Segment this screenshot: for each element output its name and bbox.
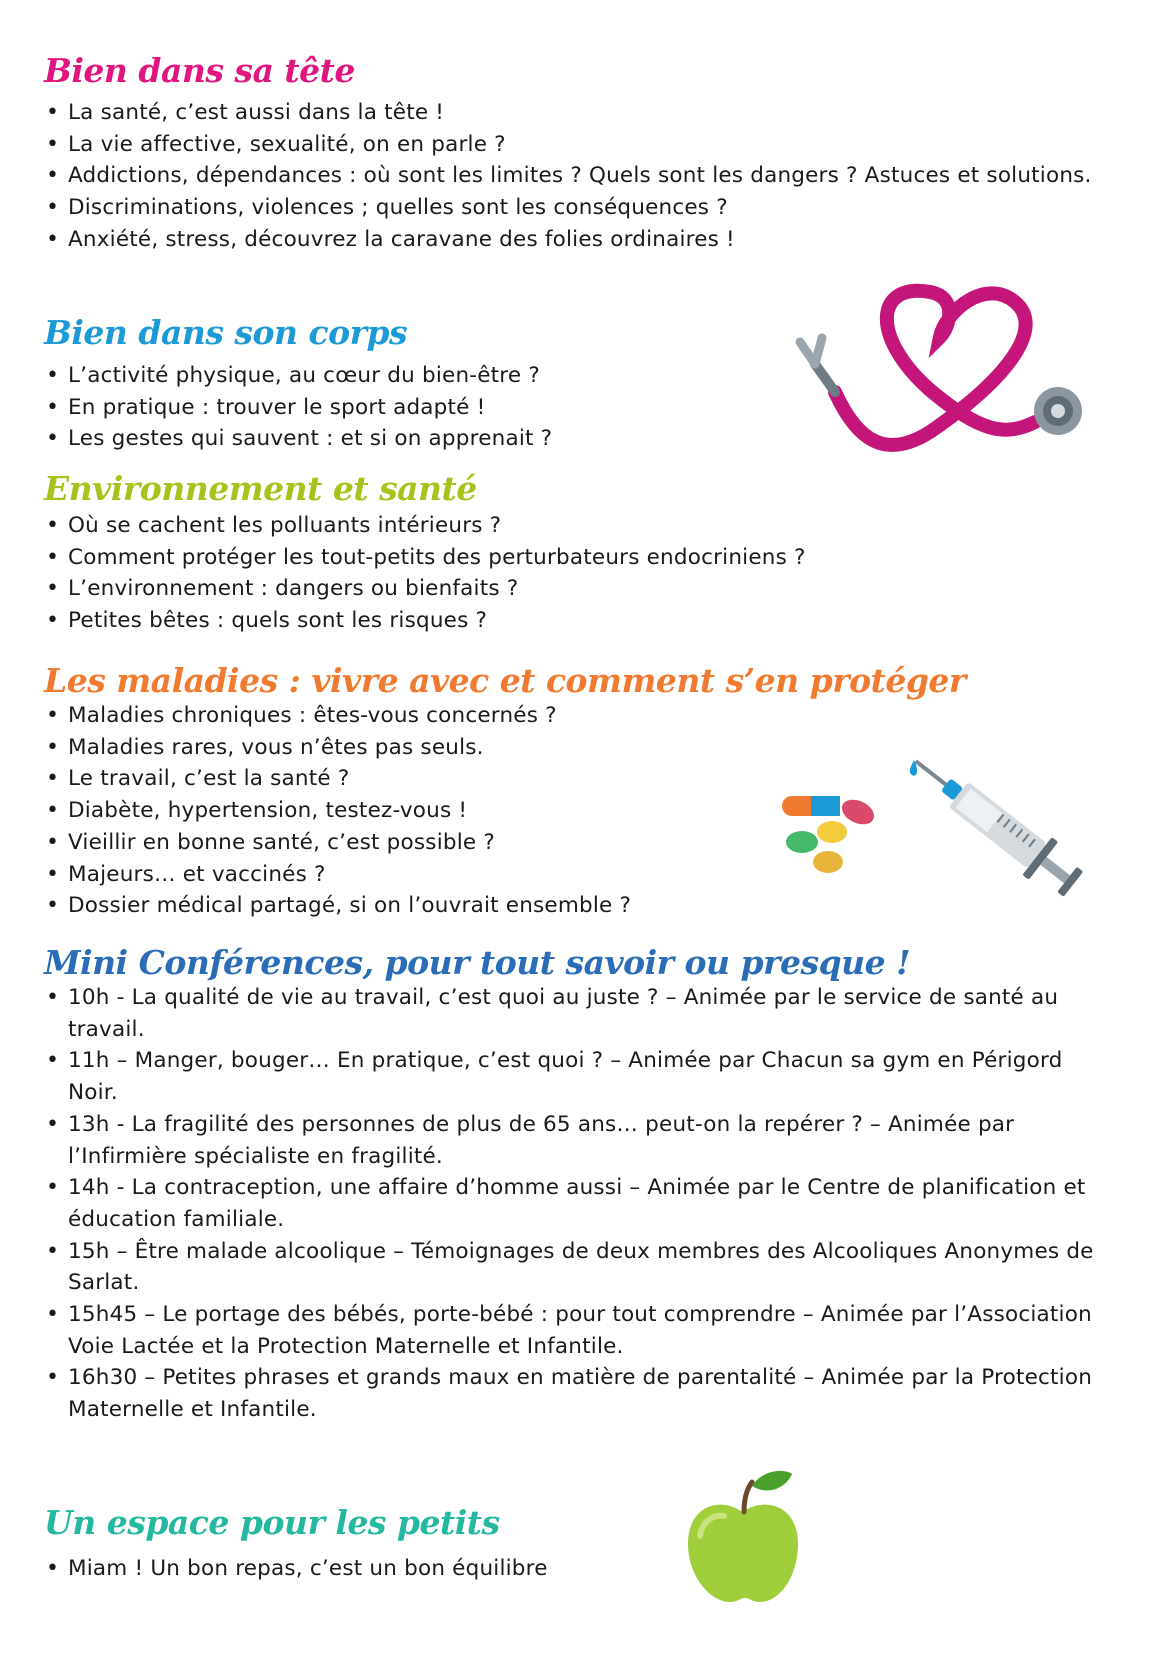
list-item: • 16h30 – Petites phrases et grands maux en matière de parentalité – Animée par la Protection Maternelle et Infantile. xyxy=(46,1362,1116,1425)
list-item: • Dossier médical partagé, si on l’ouvrait ensemble ? xyxy=(46,890,766,922)
list-item: • Addictions, dépendances : où sont les limites ? Quels sont les dangers ? Astuces et solutions. xyxy=(46,160,1121,192)
list-item: • Vieillir en bonne santé, c’est possible ? xyxy=(46,827,766,859)
list-item: • Discriminations, violences ; quelles sont les conséquences ? xyxy=(46,192,1121,224)
list-item: • 15h45 – Le portage des bébés, porte-bébé : pour tout comprendre – Animée par l’Association Voie Lactée et la Protection Maternelle et Infantile. xyxy=(46,1299,1116,1362)
pills-icon xyxy=(780,790,910,890)
list-item: • 13h - La fragilité des personnes de plus de 65 ans… peut-on la repérer ? – Animée par l’Infirmière spécialiste en fragilité. xyxy=(46,1109,1116,1172)
section-title-bien-dans-sa-tete: Bien dans sa tête xyxy=(44,51,355,90)
apple-icon xyxy=(680,1466,810,1606)
section-list-bien-dans-son-corps xyxy=(46,360,746,455)
list-item: • Anxiété, stress, découvrez la caravane des folies ordinaires ! xyxy=(46,224,1121,256)
list-item: • L’environnement : dangers ou bienfaits ? xyxy=(46,573,1121,605)
list-item: • Majeurs… et vaccinés ? xyxy=(46,859,766,891)
section-list-bien-dans-sa-tete xyxy=(46,97,1121,256)
section-title-un-espace-pour-les-petits: Un espace pour les petits xyxy=(44,1503,500,1542)
section-list-mini-conferences xyxy=(46,982,1116,1426)
list-item: • Miam ! Un bon repas, c’est un bon équilibre xyxy=(46,1553,686,1585)
list-item: • La vie affective, sexualité, on en parle ? xyxy=(46,129,1121,161)
list-item: • Maladies rares, vous n’êtes pas seuls. xyxy=(46,732,766,764)
list-item: • Comment protéger les tout-petits des perturbateurs endocriniens ? xyxy=(46,542,1121,574)
section-list-environnement-et-sante xyxy=(46,510,1121,637)
list-item: • Petites bêtes : quels sont les risques ? xyxy=(46,605,1121,637)
syringe-icon xyxy=(900,752,1100,912)
list-item: • La santé, c’est aussi dans la tête ! xyxy=(46,97,1121,129)
section-list-un-espace-pour-les-petits xyxy=(46,1553,686,1585)
list-item: • Diabète, hypertension, testez-vous ! xyxy=(46,795,766,827)
section-title-les-maladies: Les maladies : vivre avec et comment s’en protéger xyxy=(44,661,966,700)
list-item: • 14h - La contraception, une affaire d’homme aussi – Animée par le Centre de planification et éducation familiale. xyxy=(46,1172,1116,1235)
list-item: • 11h – Manger, bouger… En pratique, c’est quoi ? – Animée par Chacun sa gym en Périgord Noir. xyxy=(46,1045,1116,1108)
list-item: • 15h – Être malade alcoolique – Témoignages de deux membres des Alcooliques Anonymes de Sarlat. xyxy=(46,1236,1116,1299)
stethoscope-icon xyxy=(780,282,1110,482)
list-item: • Les gestes qui sauvent : et si on apprenait ? xyxy=(46,423,746,455)
list-item: • 10h - La qualité de vie au travail, c’est quoi au juste ? – Animée par le service de santé au travail. xyxy=(46,982,1116,1045)
section-title-environnement-et-sante: Environnement et santé xyxy=(44,469,477,508)
list-item: • Maladies chroniques : êtes-vous concernés ? xyxy=(46,700,766,732)
list-item: • Où se cachent les polluants intérieurs ? xyxy=(46,510,1121,542)
section-title-bien-dans-son-corps: Bien dans son corps xyxy=(44,313,408,352)
list-item: • Le travail, c’est la santé ? xyxy=(46,763,766,795)
list-item: • En pratique : trouver le sport adapté ! xyxy=(46,392,746,424)
section-list-les-maladies xyxy=(46,700,766,922)
list-item: • L’activité physique, au cœur du bien-être ? xyxy=(46,360,746,392)
section-title-mini-conferences: Mini Conférences, pour tout savoir ou presque ! xyxy=(44,943,911,982)
